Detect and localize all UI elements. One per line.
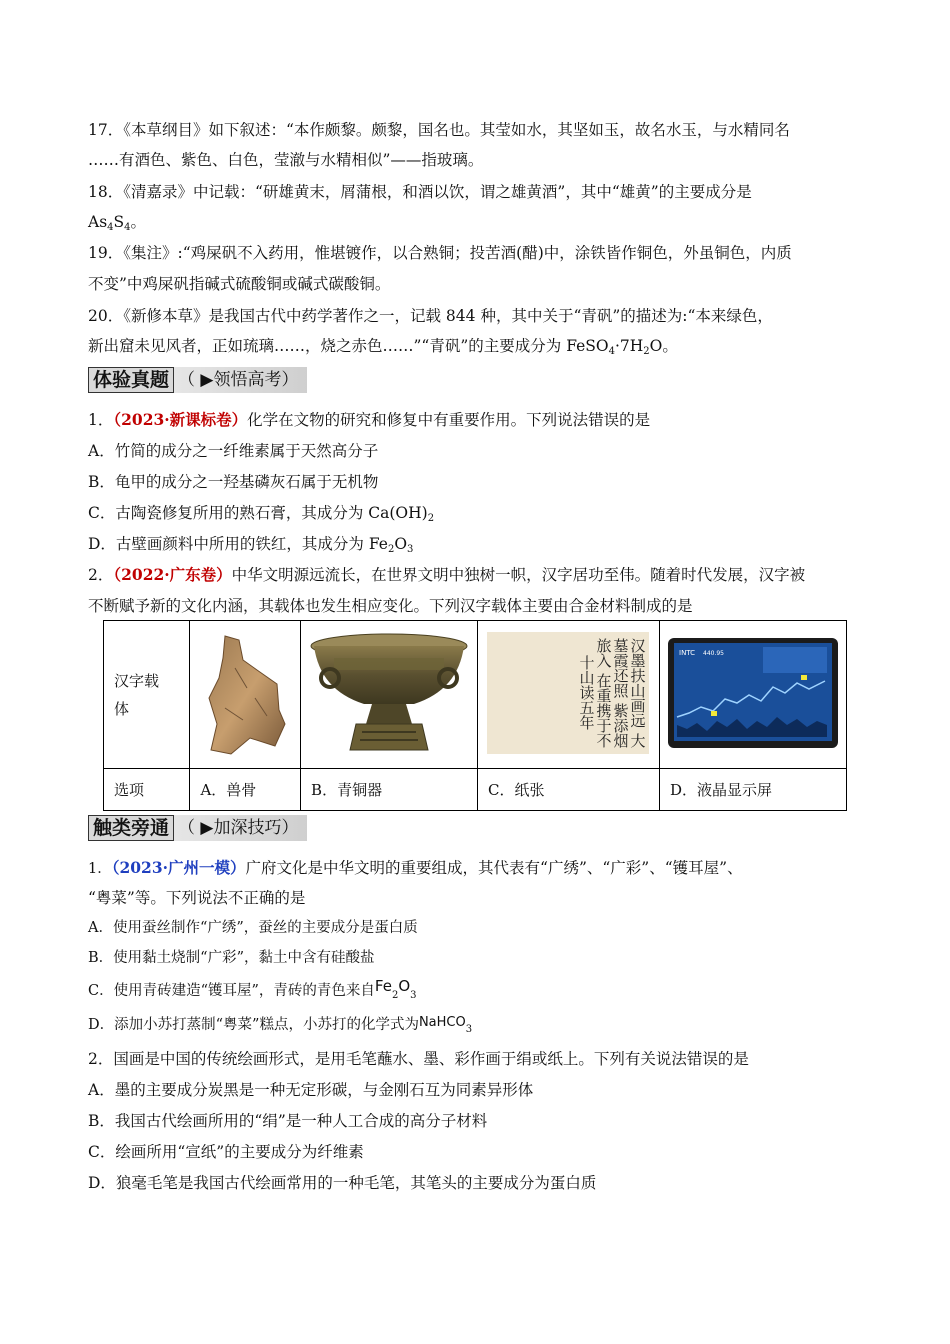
item-18-line2: $As_4S_4$。	[88, 213, 147, 233]
q3-option-a: A．使用蚕丝制作“广绣”，蚕丝的主要成分是蛋白质	[88, 920, 418, 936]
q2-stem: 2．（2022·广东卷）中华文明源远流长，在世界文明中独树一帜，汉字居功至伟。随着时代发展，汉字被	[88, 565, 806, 584]
image-paper-calligraphy	[477, 621, 659, 769]
q4-option-a: A．墨的主要成分炭黑是一种无定形碳，与金刚石互为同素异形体	[88, 1081, 534, 1099]
q3-option-d: D．添加小苏打蒸制“粤菜”糕点，小苏打的化学式为NaHCO$_3$	[88, 1015, 473, 1035]
option-d-lcd: D．液晶显示屏	[659, 769, 846, 811]
option-c-paper: C．纸张	[477, 769, 659, 811]
q1-option-c: C．古陶瓷修复所用的熟石膏，其成分为 $Ca(OH)_2$	[88, 504, 435, 524]
item-17-line1: 17．《本草纲目》如下叙述：“本作颇黎。颇黎，国名也。其莹如水，其坚如玉，故名水玉，与水精同名	[88, 121, 790, 139]
option-b-bronze: B．青铜器	[301, 769, 478, 811]
q4-option-d: D．狼毫毛笔是我国古代绘画常用的一种毛笔，其笔头的主要成分为蛋白质	[88, 1174, 597, 1192]
section-banner-extension	[88, 815, 307, 841]
image-lcd-screen	[659, 621, 846, 769]
q3-stem: 1．（2023·广州一模）广府文化是中华文明的重要组成，其代表有“广绣”、“广彩”、“镬耳屋”、	[88, 858, 743, 877]
table-label-option: 选项	[104, 769, 190, 811]
q2-options-table	[103, 620, 847, 811]
q3-option-b: B．使用黏土烧制“广彩”，黏土中含有硅酸盐	[88, 950, 375, 966]
section-banner-real-exam	[88, 367, 307, 393]
q1-option-b: B．龟甲的成分之一羟基磷灰石属于无机物	[88, 473, 379, 491]
q3-stem-2: “粤菜”等。下列说法不正确的是	[88, 889, 306, 907]
section-subtitle: （ ▶加深技巧）	[174, 815, 306, 841]
item-19-line2: 不变”中鸡屎矾指碱式硫酸铜或碱式碳酸铜。	[88, 275, 391, 293]
option-a-bone: A．兽骨	[190, 769, 301, 811]
q2-stem-2: 不断赋予新的文化内涵，其载体也发生相应变化。下列汉字载体主要由合金材料制成的是	[88, 597, 693, 615]
q4-stem: 2．国画是中国的传统绘画形式，是用毛笔蘸水、墨、彩作画于绢或纸上。下列有关说法错误的是	[88, 1050, 749, 1068]
item-20-line1: 20．《新修本草》是我国古代中药学著作之一，记载 844 种，其中关于“青矾”的描述为:“本来绿色，	[88, 307, 773, 325]
section-title: 触类旁通	[88, 815, 174, 841]
image-animal-bone	[190, 621, 301, 769]
section-subtitle: （ ▶领悟高考）	[174, 367, 306, 393]
screen-ticker: INTC	[678, 648, 696, 657]
image-bronze-vessel	[301, 621, 478, 769]
section-title: 体验真题	[88, 367, 174, 393]
screen-value: 440.95	[702, 649, 724, 657]
q1-option-d: D．古壁画颜料中所用的铁红，其成分为 $Fe_2O_3$	[88, 535, 414, 555]
q1-stem: 1．（2023·新课标卷）化学在文物的研究和修复中有重要作用。下列说法错误的是	[88, 410, 651, 429]
item-20-line2: 新出窟未见风者，正如琉璃……，烧之赤色……”“青矾”的主要成分为 $FeSO_4\cdot 7H_2O$。	[88, 337, 678, 357]
q4-option-c: C．绘画所用“宣纸”的主要成分为纤维素	[88, 1143, 364, 1161]
item-17-line2: ……有酒色、紫色、白色，莹澈与水精相似”——指玻璃。	[88, 151, 484, 169]
q4-option-b: B．我国古代绘画所用的“绢”是一种人工合成的高分子材料	[88, 1112, 488, 1130]
item-19-line1: 19．《集注》:“鸡屎矾不入药用，惟堪镀作，以合熟铜；投苦酒(醋)中，涂铁皆作铜色，外虽铜色，内质	[88, 244, 792, 262]
q3-option-c: C．使用青砖建造“镬耳屋”，青砖的青色来自$Fe_2O_3$	[88, 977, 417, 1001]
table-label-carrier: 汉字载 体	[104, 621, 190, 769]
item-18-line1: 18．《清嘉录》中记载：“研雄黄末，屑蒲根，和酒以饮，谓之雄黄酒”，其中“雄黄”的主要成分是	[88, 183, 752, 201]
calligraphy-text: 汉墨扶山画远 大墓霞还照 紫添烟旅入 在重携于不 十山读五年	[487, 632, 649, 754]
q1-option-a: A．竹简的成分之一纤维素属于天然高分子	[88, 442, 379, 460]
